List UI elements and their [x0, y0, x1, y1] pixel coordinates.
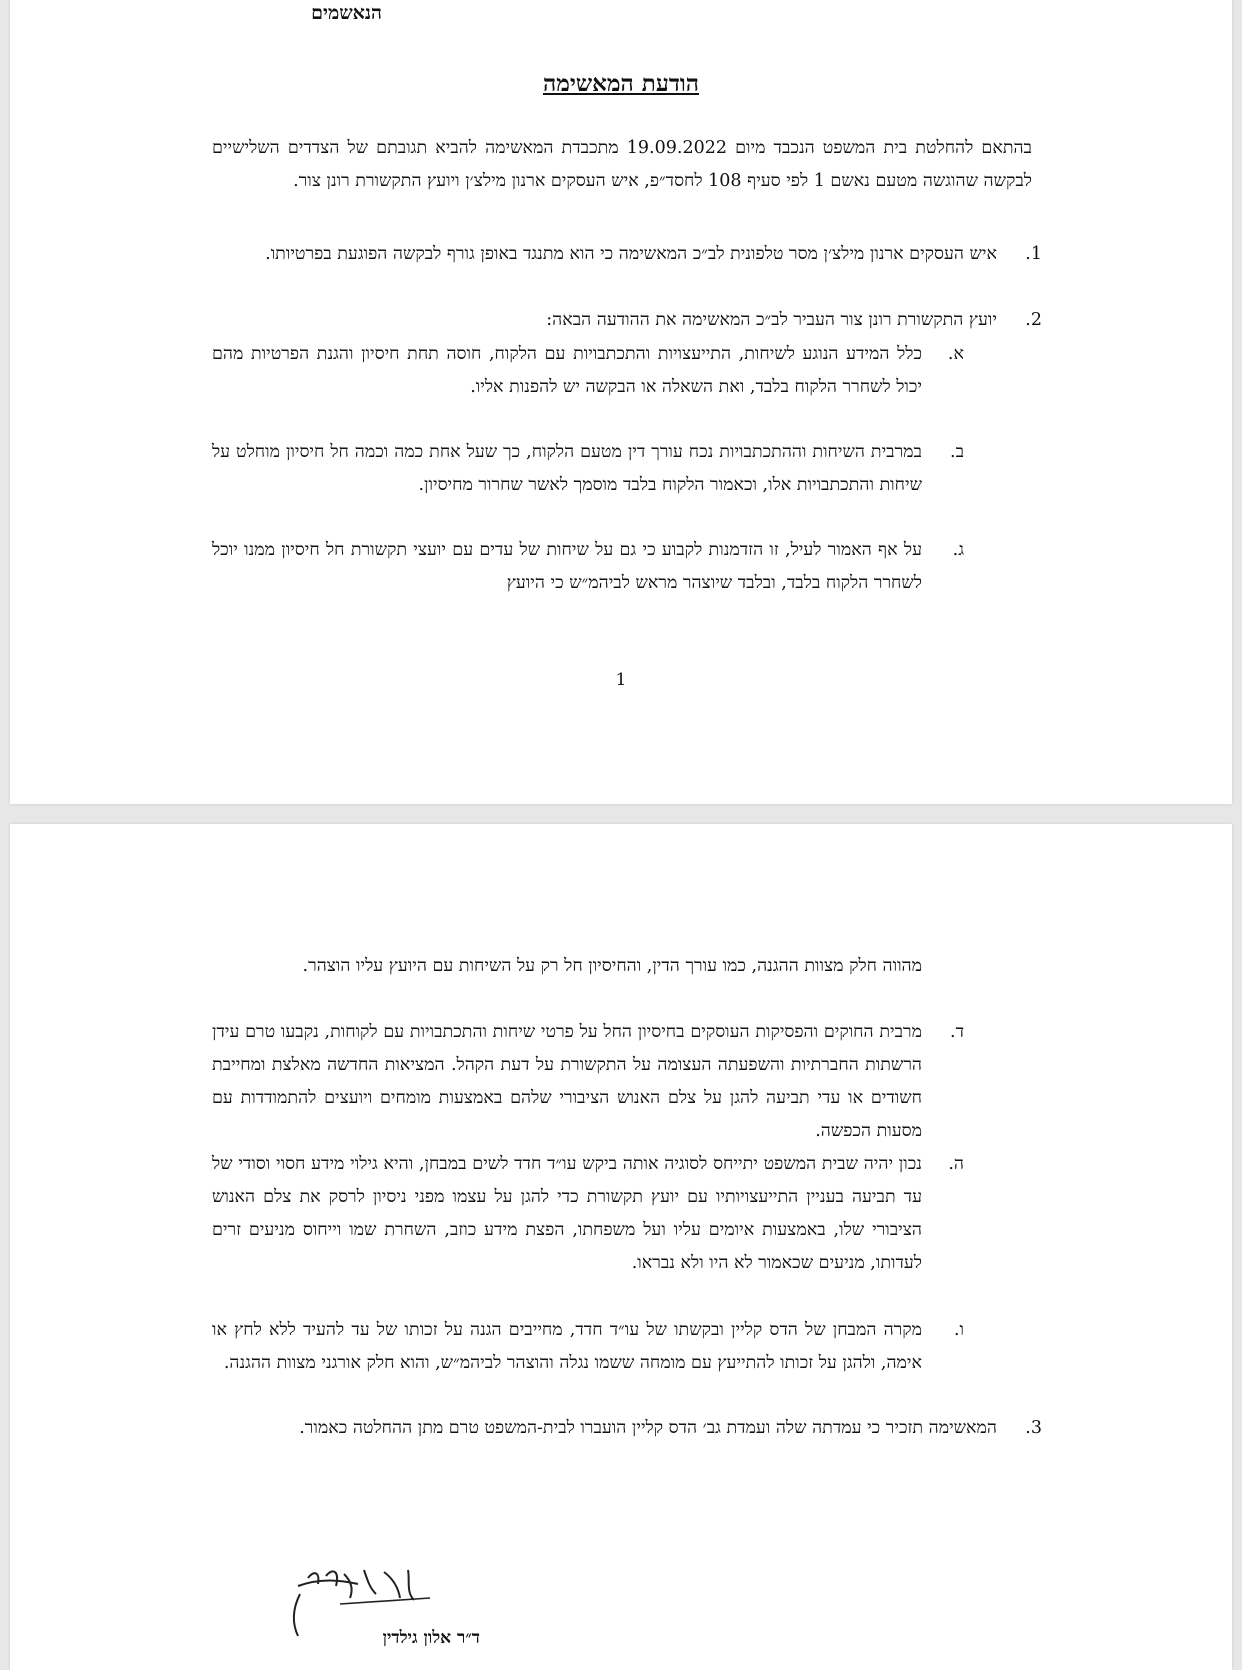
item-2-marker: 2. — [1025, 310, 1042, 330]
subitem-f-text: מקרה המבחן של הדס קליין ובקשתו של עו״ד חדד, מחייבים הגנה על זכותו של עד להעיד ללא לחץ או אימה, ולהגן על זכותו להתייעץ עם מומחה ששמו נגלה והוצהר לביהמ״ש, והוא חלק אורגני מצוות ההגנה. — [212, 1320, 922, 1373]
subitem-b-text: במרבית השיחות וההתכתבויות נכח עורך דין מטעם הלקוח, כך שעל אחת כמה וכמה חל חיסיון מוחלט על שיחות והתכתבויות אלו, וכאמור הלקוח בלבד מוסמך לאשר שחרור מחיסיון. — [212, 442, 922, 495]
subitem-e-marker: ה. — [948, 1154, 964, 1174]
item-1-text: איש העסקים ארנון מילצ׳ן מסר טלפונית לב״כ המאשימה כי הוא מתנגד באופן גורף לבקשה הפוגעת בפרטיותו. — [265, 244, 997, 264]
subitem-b-marker: ב. — [950, 442, 964, 462]
item-2-text: יועץ התקשורת רונן צור העביר לב״כ המאשימה את ההודעה הבאה: — [546, 310, 997, 330]
header-accused-label: הנאשמים — [311, 2, 382, 24]
subitem-f-marker: ו. — [953, 1320, 964, 1340]
item-3-text: המאשימה תזכיר כי עמדתה שלה ועמדת גב׳ הדס קליין הועברו לבית-המשפט טרם מתן ההחלטה כאמור. — [299, 1418, 997, 1438]
subitem-a-marker: א. — [947, 344, 964, 364]
item-1-marker: 1. — [1025, 244, 1042, 264]
subitem-d-text: מרבית החוקים והפסיקות העוסקים בחיסיון החל על פרטי שיחות והתכתבויות עם לקוחות, נקבעו טרם עידן הרשתות החברתיות והשפעתה העצומה על התקשורת על דעת הקהל. המציאות החדשה מאלצת ומחייבת חשודים או עדי תביעה להגן על צלם האנוש הציבורי שלהם באמצעות מומחים ויועצים להתמודדות עם מסעות הכפשה. — [212, 1022, 922, 1141]
signature-block — [280, 1564, 480, 1664]
document-title: הודעת המאשימה — [542, 70, 700, 97]
item-3-marker: 3. — [1025, 1418, 1042, 1438]
subitem-e-text: נכון יהיה שבית המשפט יתייחס לסוגיה אותה ביקש עו״ד חדד לשים במבחן, והיא גילוי מידע חסוי וסודי של עד תביעה בעניין התייעצויותיו עם יועץ תקשורת כדי להגן על עצמו מפני ניסיון לרסק את צלם האנוש הציבורי שלו, באמצעות איומים עליו ועל משפחתו, הפצת מידע כוזב, השחרת שמו וייחוס מניעים זרים לעדותו, מניעים שכאמור לא היו ולא נבראו. — [212, 1154, 922, 1273]
subitem-c-marker: ג. — [952, 540, 964, 560]
subitem-c-text: על אף האמור לעיל, זו הזדמנות לקבוע כי גם על שיחות של עדים עם יועצי תקשורת חל חיסיון ממנו יוכל לשחרר הלקוח בלבד, ובלבד שיוצהר מראש לביהמ״ש כי היועץ — [212, 540, 922, 593]
continuation-paragraph: מהווה חלק מצוות ההגנה, כמו עורך הדין, והחיסיון חל רק על השיחות עם היועץ עליו הוצהר. — [302, 956, 922, 976]
intro-paragraph: בהתאם להחלטת בית המשפט הנכבד מיום 19.09.2022 מתכבדת המאשימה להביא תגובתם של הצדדים השלישיים לבקשה שהוגשה מטעם נאשם 1 לפי סעיף 108 לחסד״פ, איש העסקים ארנון מילצ׳ן ויועץ התקשורת רונן צור. — [212, 138, 1032, 191]
document-page-1 — [10, 0, 1232, 804]
signature-name: ד״ר אלון גילדין — [382, 1628, 480, 1648]
subitem-d-marker: ד. — [950, 1022, 964, 1042]
page-number: 1 — [615, 670, 627, 690]
subitem-a-text: כלל המידע הנוגע לשיחות, התייעצויות והתכתבויות עם הלקוח, חוסה תחת חיסיון והגנת הפרטיות מהם יכול לשחרר הלקוח בלבד, ואת השאלה או הבקשה יש להפנות אליו. — [212, 344, 922, 397]
document-page-2 — [10, 824, 1232, 1670]
